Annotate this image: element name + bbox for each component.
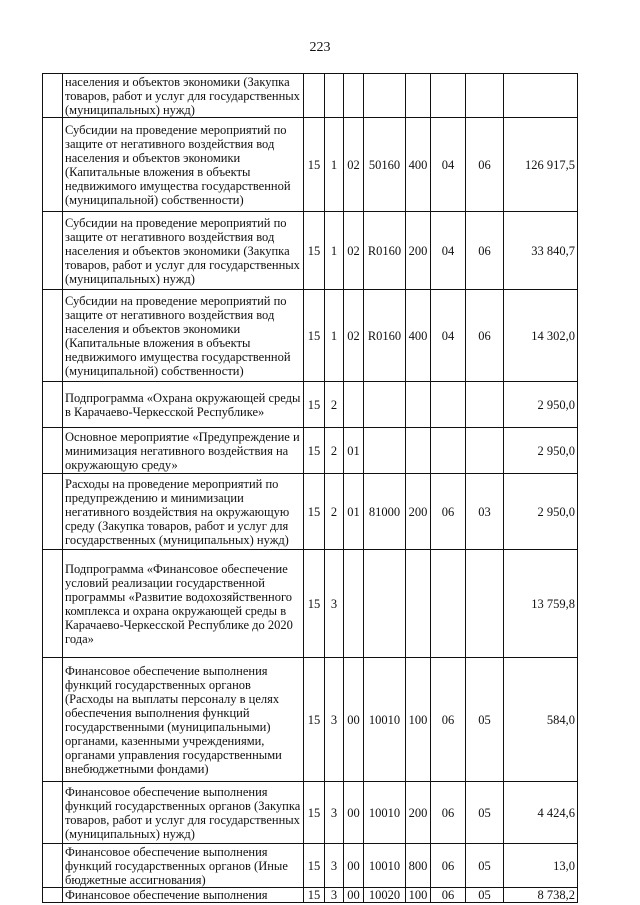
code-measure: 02: [344, 212, 364, 290]
row-margin-cell: [43, 844, 63, 888]
code-measure: [344, 550, 364, 658]
code-direction: 10010: [364, 782, 406, 844]
table-row: [43, 74, 578, 118]
row-description: Подпрограмма «Охрана окружающей среды в Карачаево-Черкесской Республике»: [63, 382, 304, 428]
code-expense-type: 800: [406, 844, 431, 888]
code-measure: [344, 382, 364, 428]
code-section: 06: [431, 844, 466, 888]
table-row: [43, 782, 578, 844]
code-subsection: 05: [466, 844, 504, 888]
code-expense-type: [406, 428, 431, 474]
table-row: [43, 550, 578, 658]
code-expense-type: 200: [406, 474, 431, 550]
code-measure: 02: [344, 290, 364, 382]
row-description: Финансовое обеспечение выполнения функций государственных органов (Расходы на выплаты персоналу в целях обеспечения выполнения функций государственными (муниципальными) органами, казенными учреждениями, органами управления государственными внебюджетными фондами): [63, 658, 304, 782]
row-margin-cell: [43, 474, 63, 550]
code-direction: 81000: [364, 474, 406, 550]
table-row: [43, 474, 578, 550]
row-description: Расходы на проведение мероприятий по предупреждению и минимизации негативного воздействия на окружающую среду (Закупка товаров, работ и услуг для государственных (муниципальных) нужд): [63, 474, 304, 550]
code-expense-type: 400: [406, 290, 431, 382]
code-subprogram: 2: [325, 474, 344, 550]
row-description: Подпрограмма «Финансовое обеспечение условий реализации государственной программы «Развитие водохозяйственного комплекса и охрана окружающей среды в Карачаево-Черкесской Республике до 2020 года»: [63, 550, 304, 658]
code-ministry: 15: [304, 782, 325, 844]
code-subsection: 05: [466, 888, 504, 903]
code-direction: 50160: [364, 118, 406, 212]
code-subsection: 06: [466, 290, 504, 382]
row-margin-cell: [43, 290, 63, 382]
row-amount: 584,0: [504, 658, 578, 782]
row-margin-cell: [43, 118, 63, 212]
row-description: Основное мероприятие «Предупреждение и минимизация негативного воздействия на окружающую среду»: [63, 428, 304, 474]
code-direction: 10010: [364, 658, 406, 782]
code-ministry: 15: [304, 118, 325, 212]
code-ministry: 15: [304, 550, 325, 658]
table-row: [43, 888, 578, 903]
code-subprogram: 3: [325, 658, 344, 782]
row-margin-cell: [43, 74, 63, 118]
code-subprogram: 3: [325, 844, 344, 888]
code-measure: 02: [344, 118, 364, 212]
code-subprogram: 2: [325, 382, 344, 428]
table-row: [43, 428, 578, 474]
code-subsection: 06: [466, 212, 504, 290]
code-expense-type: 400: [406, 118, 431, 212]
row-description: Финансовое обеспечение выполнения: [63, 888, 304, 903]
row-amount: 8 738,2: [504, 888, 578, 903]
code-ministry: 15: [304, 382, 325, 428]
code-subsection: 03: [466, 474, 504, 550]
code-section: [431, 382, 466, 428]
code-subsection: 06: [466, 118, 504, 212]
row-amount: 2 950,0: [504, 428, 578, 474]
code-expense-type: [406, 550, 431, 658]
code-subsection: [466, 74, 504, 118]
row-description: Субсидии на проведение мероприятий по защите от негативного воздействия вод населения и объектов экономики (Капитальные вложения в объекты недвижимого имущества государственной (муниципальной) собственности): [63, 290, 304, 382]
code-measure: [344, 74, 364, 118]
code-section: 06: [431, 658, 466, 782]
code-section: 06: [431, 782, 466, 844]
code-section: 06: [431, 888, 466, 903]
code-expense-type: 100: [406, 658, 431, 782]
code-expense-type: 200: [406, 782, 431, 844]
code-ministry: 15: [304, 888, 325, 903]
table-row: [43, 290, 578, 382]
row-margin-cell: [43, 782, 63, 844]
code-subsection: [466, 550, 504, 658]
row-description: Финансовое обеспечение выполнения функций государственных органов (Иные бюджетные ассигнования): [63, 844, 304, 888]
row-amount: 2 950,0: [504, 474, 578, 550]
row-margin-cell: [43, 382, 63, 428]
code-subprogram: 3: [325, 782, 344, 844]
code-subprogram: 3: [325, 550, 344, 658]
code-direction: [364, 550, 406, 658]
row-amount: 13 759,8: [504, 550, 578, 658]
table-row: [43, 212, 578, 290]
code-section: 04: [431, 118, 466, 212]
code-measure: 00: [344, 888, 364, 903]
code-section: 04: [431, 212, 466, 290]
code-ministry: 15: [304, 428, 325, 474]
code-section: [431, 550, 466, 658]
row-margin-cell: [43, 888, 63, 903]
row-amount: 14 302,0: [504, 290, 578, 382]
code-measure: 01: [344, 474, 364, 550]
row-amount: [504, 74, 578, 118]
code-section: [431, 428, 466, 474]
code-expense-type: [406, 74, 431, 118]
row-description: Финансовое обеспечение выполнения функций государственных органов (Закупка товаров, работ и услуг для государственных (муниципальных) нужд): [63, 782, 304, 844]
code-measure: 01: [344, 428, 364, 474]
row-margin-cell: [43, 212, 63, 290]
code-direction: 10020: [364, 888, 406, 903]
row-margin-cell: [43, 428, 63, 474]
code-section: 04: [431, 290, 466, 382]
code-direction: [364, 428, 406, 474]
code-expense-type: [406, 382, 431, 428]
page-number: 223: [309, 40, 331, 55]
row-amount: 2 950,0: [504, 382, 578, 428]
row-amount: 4 424,6: [504, 782, 578, 844]
table-row: [43, 118, 578, 212]
code-ministry: 15: [304, 844, 325, 888]
code-expense-type: 100: [406, 888, 431, 903]
code-ministry: [304, 74, 325, 118]
row-margin-cell: [43, 550, 63, 658]
table-row: [43, 382, 578, 428]
code-section: 06: [431, 474, 466, 550]
table-row: [43, 844, 578, 888]
row-description: Субсидии на проведение мероприятий по защите от негативного воздействия вод населения и объектов экономики (Капитальные вложения в объекты недвижимого имущества государственной (муниципальной) собственности): [63, 118, 304, 212]
code-direction: R0160: [364, 212, 406, 290]
code-direction: 10010: [364, 844, 406, 888]
code-ministry: 15: [304, 212, 325, 290]
code-ministry: 15: [304, 658, 325, 782]
budget-table: [42, 73, 578, 903]
code-direction: [364, 74, 406, 118]
code-expense-type: 200: [406, 212, 431, 290]
code-direction: [364, 382, 406, 428]
table-row: [43, 658, 578, 782]
row-margin-cell: [43, 658, 63, 782]
code-measure: 00: [344, 782, 364, 844]
code-ministry: 15: [304, 474, 325, 550]
row-amount: 126 917,5: [504, 118, 578, 212]
code-subprogram: 1: [325, 290, 344, 382]
code-subprogram: 2: [325, 428, 344, 474]
code-subsection: 05: [466, 658, 504, 782]
code-measure: 00: [344, 844, 364, 888]
code-section: [431, 74, 466, 118]
row-description: Субсидии на проведение мероприятий по защите от негативного воздействия вод населения и объектов экономики (Закупка товаров, работ и услуг для государственных (муниципальных) нужд): [63, 212, 304, 290]
row-amount: 33 840,7: [504, 212, 578, 290]
row-description: населения и объектов экономики (Закупка товаров, работ и услуг для государственных (муниципальных) нужд): [63, 74, 304, 118]
code-measure: 00: [344, 658, 364, 782]
code-subsection: 05: [466, 782, 504, 844]
code-subprogram: [325, 74, 344, 118]
code-direction: R0160: [364, 290, 406, 382]
code-subprogram: 3: [325, 888, 344, 903]
table-body: [43, 74, 578, 903]
code-subsection: [466, 382, 504, 428]
code-ministry: 15: [304, 290, 325, 382]
code-subprogram: 1: [325, 118, 344, 212]
code-subsection: [466, 428, 504, 474]
row-amount: 13,0: [504, 844, 578, 888]
code-subprogram: 1: [325, 212, 344, 290]
